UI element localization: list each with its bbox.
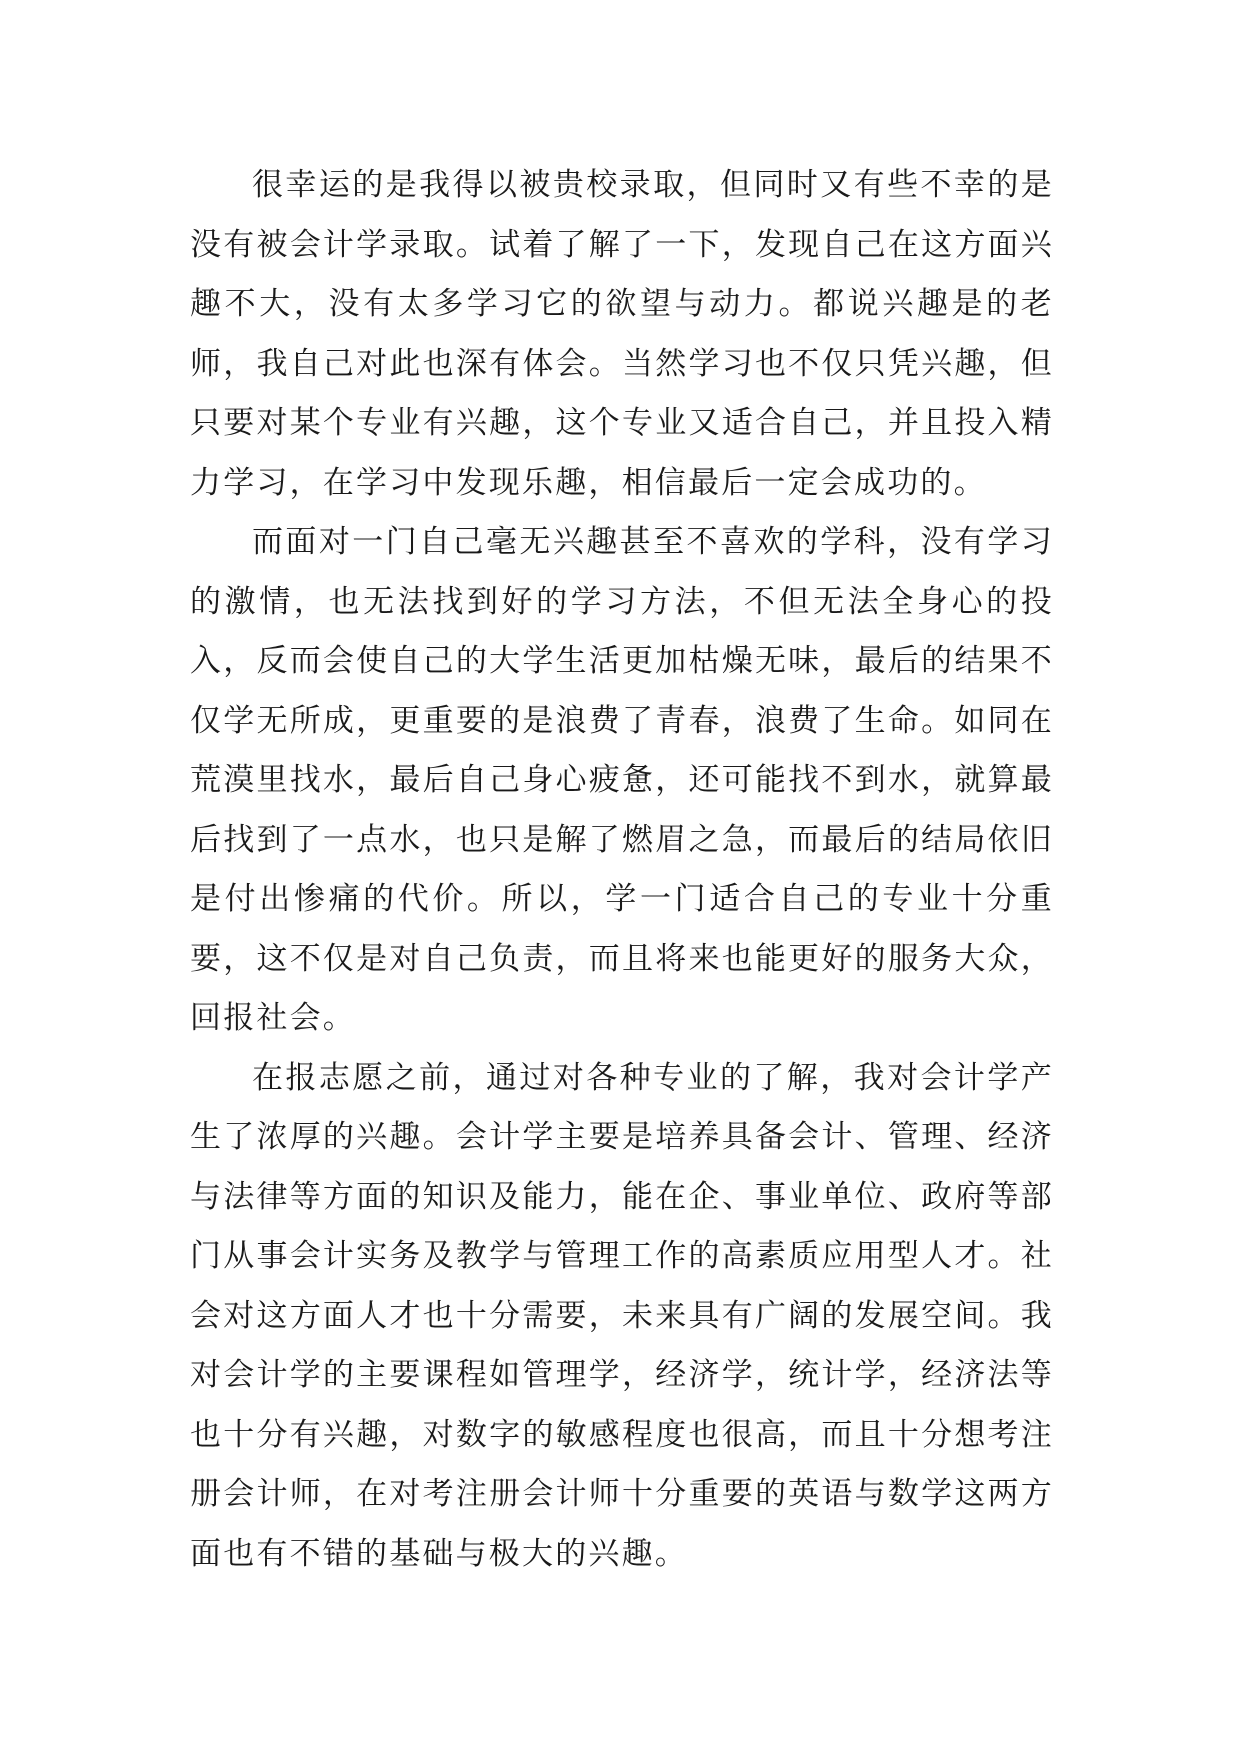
- paragraph-1: 很幸运的是我得以被贵校录取，但同时又有些不幸的是没有被会计学录取。试着了解了一下，发现自己在这方面兴趣不大，没有太多学习它的欲望与动力。都说兴趣是的老师，我自己对此也深有体会。当然学习也不仅只凭兴趣，但只要对某个专业有兴趣，这个专业又适合自己，并且投入精力学习，在学习中发现乐趣，相信最后一定会成功的。: [190, 167, 1054, 501]
- paragraph-3: 在报志愿之前，通过对各种专业的了解，我对会计学产生了浓厚的兴趣。会计学主要是培养具备会计、管理、经济与法律等方面的知识及能力，能在企、事业单位、政府等部门从事会计实务及教学与管理工作的高素质应用型人才。社会对这方面人才也十分需要，未来具有广阔的发展空间。我对会计学的主要课程如管理学，经济学，统计学，经济法等也十分有兴趣，对数字的敏感程度也很高，而且十分想考注册会计师，在对考注册会计师十分重要的英语与数学这两方面也有不错的基础与极大的兴趣。: [190, 1059, 1054, 1572]
- paragraph-2: 而面对一门自己毫无兴趣甚至不喜欢的学科，没有学习的激情，也无法找到好的学习方法，不但无法全身心的投入，反而会使自己的大学生活更加枯燥无味，最后的结果不仅学无所成，更重要的是浪费了青春，浪费了生命。如同在荒漠里找水，最后自己身心疲惫，还可能找不到水，就算最后找到了一点水，也只是解了燃眉之急，而最后的结局依旧是付出惨痛的代价。所以，学一门适合自己的专业十分重要，这不仅是对自己负责，而且将来也能更好的服务大众，回报社会。: [190, 524, 1054, 1036]
- document-body: [190, 156, 1054, 1584]
